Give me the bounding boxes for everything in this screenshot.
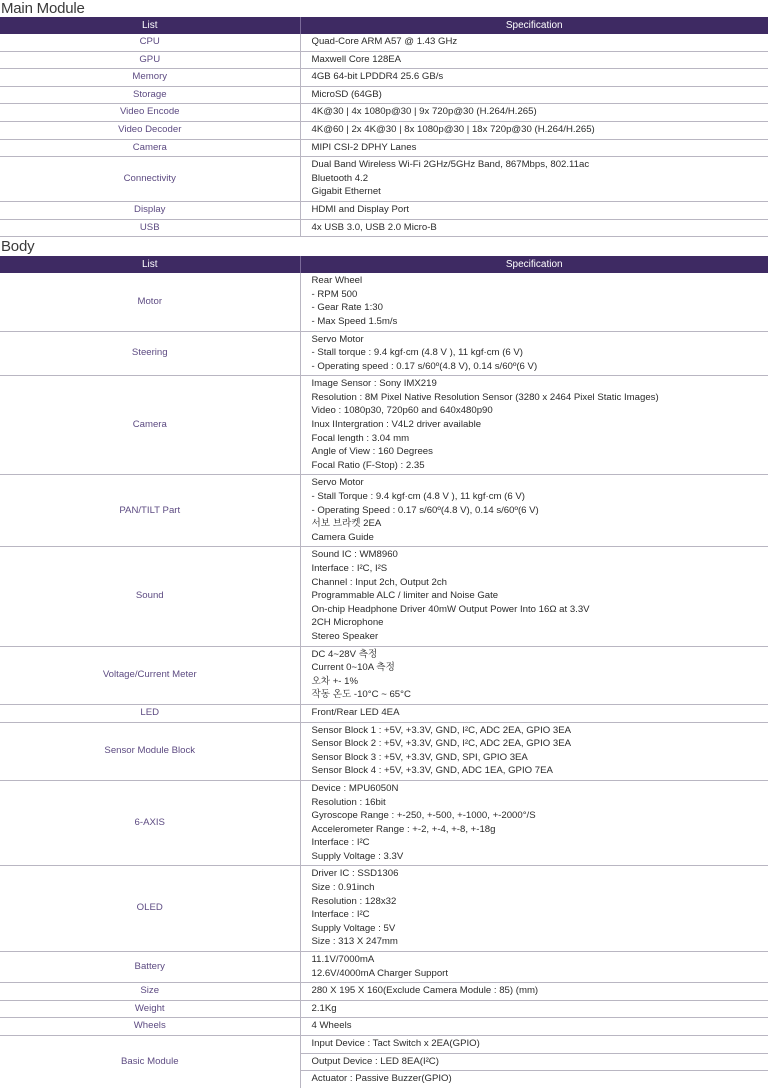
- spec-value-sound: [300, 547, 768, 646]
- spec-line: Interface : I²C: [311, 909, 370, 921]
- spec-line: On-chip Headphone Driver 40mW Output Power Into 16Ω at 3.3V: [311, 603, 590, 615]
- spec-line: Supply Voltage : 3.3V: [311, 850, 404, 862]
- spec-line: Image Sensor : Sony IMX219: [311, 378, 437, 390]
- spec-line: - RPM 500: [311, 288, 358, 300]
- spec-value-memory: [300, 69, 768, 87]
- spec-label-size: Size: [0, 983, 300, 1001]
- spec-line: Dual Band Wireless Wi-Fi 2GHz/5GHz Band, 867Mbps, 802.11ac: [311, 159, 590, 171]
- table-row: [0, 952, 768, 983]
- table-row: [0, 104, 768, 122]
- spec-label-oled: OLED: [0, 866, 300, 952]
- table-header-row: [0, 256, 768, 273]
- spec-value-steering: [300, 331, 768, 376]
- spec-label-cpu: CPU: [0, 34, 300, 51]
- table-row: [0, 34, 768, 51]
- list-column-header: List: [0, 256, 300, 273]
- spec-line: - Operating Speed : 0.17 s/60º(4.8 V), 0.14 s/60º(6 V): [311, 504, 539, 516]
- main-module-table: [0, 17, 768, 237]
- spec-line: 2.1Kg: [311, 1002, 337, 1014]
- spec-line: 서보 브라켓 2EA: [311, 518, 382, 530]
- spec-label-basic-module: Basic Module: [0, 1036, 300, 1088]
- spec-label-camera: Camera: [0, 376, 300, 475]
- spec-line: Current 0~10A 측정: [311, 662, 395, 674]
- table-row: [0, 273, 768, 331]
- spec-line: Sensor Block 1 : +5V, +3.3V, GND, I²C, ADC 2EA, GPIO 3EA: [311, 724, 572, 736]
- table-row: [0, 86, 768, 104]
- table-row: [0, 376, 768, 475]
- table-row: [0, 201, 768, 219]
- spec-line: Supply Voltage : 5V: [311, 922, 396, 934]
- spec-value-gpu: [300, 51, 768, 69]
- spec-value-camera: [300, 139, 768, 157]
- table-row: [0, 69, 768, 87]
- spec-line: MicroSD (64GB): [311, 88, 382, 100]
- spec-line: MIPI CSI-2 DPHY Lanes: [311, 141, 417, 153]
- spec-value-cpu: [300, 34, 768, 51]
- spec-line: Channel : Input 2ch, Output 2ch: [311, 576, 447, 588]
- spec-label-weight: Weight: [0, 1000, 300, 1018]
- spec-label-sensor-module-block: Sensor Module Block: [0, 722, 300, 780]
- table-header-row: [0, 17, 768, 34]
- table-row: [0, 121, 768, 139]
- spec-value-storage: [300, 86, 768, 104]
- spec-line: 11.1V/7000mA: [311, 954, 375, 966]
- spec-line: Resolution : 128x32: [311, 895, 397, 907]
- spec-line: Stereo Speaker: [311, 630, 379, 642]
- spec-value-connectivity: [300, 157, 768, 202]
- spec-line: Bluetooth 4.2: [311, 172, 369, 184]
- spec-value-size: [300, 983, 768, 1001]
- spec-value-6-axis: [300, 780, 768, 866]
- spec-label-video-encode: Video Encode: [0, 104, 300, 122]
- spec-value-video-encode: [300, 104, 768, 122]
- spec-label-storage: Storage: [0, 86, 300, 104]
- spec-line: Resolution : 8M Pixel Native Resolution Sensor (3280 x 2464 Pixel Static Images): [311, 391, 659, 403]
- table-row: [0, 722, 768, 780]
- specification-column-header: Specification: [300, 256, 768, 273]
- spec-label-video-decoder: Video Decoder: [0, 121, 300, 139]
- table-row: [0, 983, 768, 1001]
- spec-line: Maxwell Core 128EA: [311, 53, 402, 65]
- spec-line: Video : 1080p30, 720p60 and 640x480p90: [311, 405, 493, 417]
- spec-line: 4K@60 | 2x 4K@30 | 8x 1080p@30 | 18x 720p@30 (H.264/H.265): [311, 123, 595, 135]
- spec-line: Input Device : Tact Switch x 2EA(GPIO): [311, 1038, 480, 1049]
- spec-line: Size : 0.91inch: [311, 882, 375, 894]
- spec-line: 12.6V/4000mA Charger Support: [311, 967, 449, 979]
- spec-value-wheels: [300, 1018, 768, 1036]
- spec-line: Servo Motor: [311, 477, 364, 489]
- spec-line: Resolution : 16bit: [311, 796, 386, 808]
- table-row: [0, 139, 768, 157]
- spec-label-motor: Motor: [0, 273, 300, 331]
- spec-label-wheels: Wheels: [0, 1018, 300, 1036]
- body-rows: [0, 273, 768, 1088]
- spec-line: Quad-Core ARM A57 @ 1.43 GHz: [311, 36, 458, 47]
- table-row: [0, 475, 768, 547]
- spec-line: 4x USB 3.0, USB 2.0 Micro-B: [311, 221, 437, 233]
- spec-line: Actuator : Passive Buzzer(GPIO): [311, 1073, 452, 1085]
- spec-value-voltage-current-meter: [300, 646, 768, 704]
- spec-value-pan-tilt-part: [300, 475, 768, 547]
- body-section: [0, 237, 768, 1088]
- spec-line: 오차 +- 1%: [311, 675, 359, 687]
- spec-label-sound: Sound: [0, 547, 300, 646]
- spec-line: DC 4~28V 측정: [311, 648, 378, 660]
- spec-label-led: LED: [0, 704, 300, 722]
- main-module-title: Main Module: [1, 0, 85, 17]
- table-row: [0, 547, 768, 646]
- spec-label-memory: Memory: [0, 69, 300, 87]
- spec-value-weight: [300, 1000, 768, 1018]
- table-row: [0, 1018, 768, 1036]
- spec-label-6-axis: 6-AXIS: [0, 780, 300, 866]
- spec-label-display: Display: [0, 201, 300, 219]
- table-row: [0, 1036, 768, 1054]
- spec-line: - Stall Torque : 9.4 kgf·cm (4.8 V ), 11 kgf·cm (6 V): [311, 491, 525, 503]
- spec-line: Angle of View : 160 Degrees: [311, 446, 433, 458]
- spec-line: Servo Motor: [311, 333, 364, 345]
- spec-line: Device : MPU6050N: [311, 782, 399, 794]
- spec-line: - Gear Rate 1:30: [311, 302, 383, 314]
- spec-line: - Max Speed 1.5m/s: [311, 315, 398, 327]
- table-row: [0, 331, 768, 376]
- spec-label-pan-tilt-part: PAN/TILT Part: [0, 475, 300, 547]
- body-table: [0, 256, 768, 1088]
- spec-value-led: [300, 704, 768, 722]
- spec-value-battery: [300, 952, 768, 983]
- spec-line: Programmable ALC / limiter and Noise Gate: [311, 590, 499, 602]
- spec-line: Sensor Block 3 : +5V, +3.3V, GND, SPI, GPIO 3EA: [311, 751, 528, 763]
- spec-line: Gyroscope Range : +-250, +-500, +-1000, +-2000°/S: [311, 810, 536, 822]
- list-column-header: List: [0, 17, 300, 34]
- spec-line: 4K@30 | 4x 1080p@30 | 9x 720p@30 (H.264/H.265): [311, 106, 537, 118]
- spec-value-display: [300, 201, 768, 219]
- spec-label-usb: USB: [0, 219, 300, 237]
- spec-label-steering: Steering: [0, 331, 300, 376]
- spec-line: Gigabit Ethernet: [311, 186, 381, 198]
- spec-line: Interface : I²C: [311, 837, 370, 849]
- spec-line: 4GB 64-bit LPDDR4 25.6 GB/s: [311, 71, 444, 83]
- spec-line: Focal length : 3.04 mm: [311, 432, 410, 444]
- table-row: [0, 1000, 768, 1018]
- main-module-rows: [0, 34, 768, 237]
- spec-line: Interface : I²C, I²S: [311, 563, 388, 574]
- spec-value-sensor-module-block: [300, 722, 768, 780]
- spec-value-video-decoder: [300, 121, 768, 139]
- spec-value-motor: [300, 273, 768, 331]
- spec-line: 2CH Microphone: [311, 617, 384, 629]
- spec-value-basic-module: [300, 1053, 768, 1071]
- specification-column-header: Specification: [300, 17, 768, 34]
- spec-line: Driver IC : SSD1306: [311, 868, 399, 880]
- body-title: Body: [1, 238, 35, 256]
- spec-label-voltage-current-meter: Voltage/Current Meter: [0, 646, 300, 704]
- table-row: [0, 866, 768, 952]
- spec-value-basic-module: [300, 1036, 768, 1054]
- spec-label-battery: Battery: [0, 952, 300, 983]
- spec-line: Sound IC : WM8960: [311, 549, 398, 561]
- spec-value-camera: [300, 376, 768, 475]
- spec-value-usb: [300, 219, 768, 237]
- spec-label-gpu: GPU: [0, 51, 300, 69]
- spec-value-oled: [300, 866, 768, 952]
- table-row: [0, 704, 768, 722]
- table-row: [0, 646, 768, 704]
- spec-line: Camera Guide: [311, 531, 374, 543]
- table-row: [0, 157, 768, 202]
- table-row: [0, 780, 768, 866]
- spec-line: Inux IIntergration : V4L2 driver available: [311, 419, 482, 431]
- spec-line: - Stall torque : 9.4 kgf·cm (4.8 V ), 11 kgf·cm (6 V): [311, 347, 523, 359]
- spec-line: Output Device : LED 8EA(I²C): [311, 1055, 439, 1067]
- spec-line: Accelerometer Range : +-2, +-4, +-8, +-18g: [311, 823, 496, 835]
- table-row: [0, 219, 768, 237]
- spec-line: Rear Wheel: [311, 275, 363, 287]
- spec-line: HDMI and Display Port: [311, 203, 410, 215]
- main-module-section: [0, 0, 768, 237]
- spec-line: Front/Rear LED 4EA: [311, 706, 400, 718]
- spec-value-basic-module: [300, 1071, 768, 1088]
- spec-label-connectivity: Connectivity: [0, 157, 300, 202]
- table-row: [0, 51, 768, 69]
- spec-label-camera: Camera: [0, 139, 300, 157]
- spec-line: Sensor Block 2 : +5V, +3.3V, GND, I²C, ADC 2EA, GPIO 3EA: [311, 738, 572, 750]
- spec-line: 작동 온도 -10°C ~ 65°C: [311, 689, 411, 701]
- spec-line: Size : 313 X 247mm: [311, 936, 398, 948]
- spec-line: - Operating speed : 0.17 s/60º(4.8 V), 0.14 s/60º(6 V): [311, 360, 538, 372]
- spec-line: 280 X 195 X 160(Exclude Camera Module : 85) (mm): [311, 985, 539, 997]
- spec-line: 4 Wheels: [311, 1020, 352, 1032]
- spec-line: Sensor Block 4 : +5V, +3.3V, GND, ADC 1EA, GPIO 7EA: [311, 765, 553, 777]
- spec-line: Focal Ratio (F-Stop) : 2.35: [311, 459, 425, 471]
